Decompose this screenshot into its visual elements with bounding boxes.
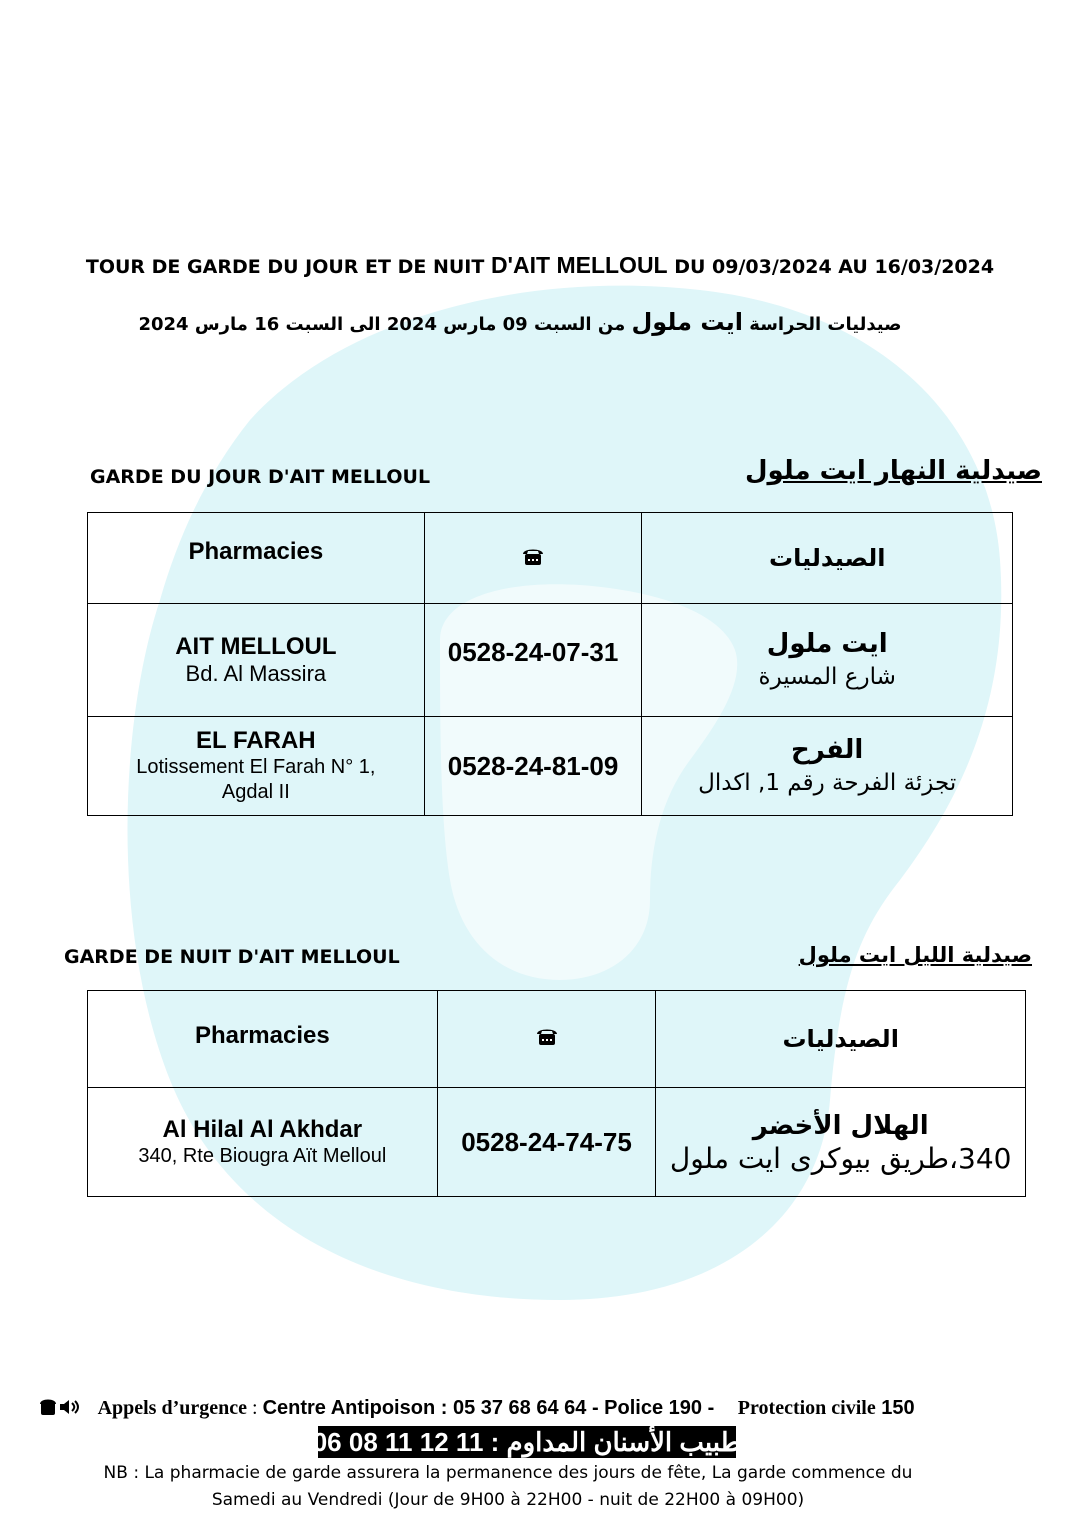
- col-header-phone: [424, 513, 642, 604]
- nb-note-line2: Samedi au Vendredi (Jour de 9H00 à 22H00 - nuit de 22H00 à 09H00): [211, 1490, 805, 1510]
- table-row: [88, 1088, 1026, 1197]
- table-header-row: [88, 513, 1013, 604]
- phone-speaker-icon: [40, 1398, 82, 1416]
- header-fr-part1: TOUR DE GARDE DU JOUR ET DE NUIT: [85, 256, 491, 278]
- pharmacy-phone: 0528-24-74-75: [461, 1126, 632, 1157]
- header-title-fr: [0, 252, 1080, 279]
- night-section-title-ar: صيدلية الليل ايت ملول: [798, 943, 1032, 967]
- pharmacy-name-fr: Al Hilal Al Akhdar: [162, 1115, 363, 1143]
- pharmacy-address-ar: 340،طريق بيوكرى ايت ملول: [669, 1142, 1012, 1175]
- table-row: [88, 717, 1013, 816]
- pharmacy-name-fr: AIT MELLOUL: [175, 633, 337, 660]
- day-section-title-fr: GARDE DU JOUR D'AIT MELLOUL: [90, 466, 431, 488]
- pharmacy-address-fr: 340, Rte Biougra Aït Melloul: [138, 1144, 387, 1167]
- pharmacy-name-ar: الهلال الأخضر: [752, 1111, 929, 1141]
- antipoison-info: Centre Antipoison : 05 37 68 64 64 - Police 190 -: [262, 1397, 715, 1419]
- pharmacy-ar-cell: [656, 1088, 1026, 1197]
- pharmacy-address-ar: تجزئة الفرحة رقم 1, اكدال: [698, 770, 957, 796]
- day-section-title-ar: صيدلية النهار ايت ملول: [744, 456, 1042, 486]
- nb-note-line1: NB : La pharmacie de garde assurera la permanence des jours de fête, La garde commence du: [103, 1463, 913, 1483]
- col-header-pharmacies: Pharmacies: [88, 513, 425, 604]
- header-title-ar: [0, 308, 1040, 336]
- pharmacy-address-ar: شارع المسيرة: [758, 664, 896, 690]
- pharmacy-phone: 0528-24-07-31: [447, 637, 619, 667]
- emergency-calls-line: Appels d’urgence : Centre Antipoison : 05 37 68 64 64 - Police 190 - Protection civile 150: [40, 1397, 1040, 1420]
- header-ar-city: ايت ملول: [631, 308, 744, 336]
- telephone-icon: [535, 1025, 559, 1047]
- table-header-row: [88, 991, 1026, 1088]
- pharmacy-phone-cell: [424, 604, 642, 717]
- night-pharmacies-table: [87, 990, 1026, 1197]
- protection-civile-label: Protection civile: [737, 1397, 876, 1419]
- pharmacy-name-ar: الفرح: [791, 735, 864, 765]
- header-fr-part2: DU 09/03/2024 AU 16/03/2024: [667, 256, 995, 278]
- pharmacy-address-fr: Lotissement El Farah N° 1, Agdal II: [136, 756, 376, 803]
- pharmacy-phone-cell: [437, 1088, 656, 1197]
- pharmacy-fr-cell: [88, 717, 425, 816]
- col-header-phone: [437, 991, 656, 1088]
- header-ar-part1: صيدليات الحراسة: [743, 314, 902, 335]
- header-ar-part2: من السبت 09 مارس 2024 الى السبت 16 مارس 2024: [138, 314, 632, 335]
- night-section-title-fr: GARDE DE NUIT D'AIT MELLOUL: [64, 946, 400, 968]
- nb-note: [0, 1460, 1016, 1514]
- pharmacy-address-fr: Bd. Al Massira: [185, 661, 327, 686]
- pharmacy-name-fr: EL FARAH: [196, 727, 316, 754]
- table-row: [88, 604, 1013, 717]
- pharmacy-phone-cell: [424, 717, 642, 816]
- pharmacy-ar-cell: [642, 604, 1013, 717]
- emergency-calls-label: Appels d’urgence: [97, 1397, 248, 1419]
- header-fr-city: D'AIT MELLOUL: [490, 252, 668, 278]
- telephone-icon: [521, 545, 545, 567]
- dentist-on-call-banner: طبيب الأسنان المداوم : 11 12 11 08 06: [312, 1426, 742, 1457]
- day-pharmacies-table: [87, 512, 1013, 816]
- pharmacy-phone: 0528-24-81-09: [447, 750, 619, 781]
- pharmacy-name-ar: ايت ملول: [766, 629, 888, 659]
- pharmacy-fr-cell: [88, 604, 425, 717]
- col-header-ar: الصيدليات: [642, 513, 1013, 604]
- pharmacy-fr-cell: [88, 1088, 438, 1197]
- pharmacy-ar-cell: [642, 717, 1013, 816]
- col-header-pharmacies: Pharmacies: [88, 991, 438, 1088]
- protection-civile-number: 150: [881, 1397, 915, 1419]
- col-header-ar: الصيدليات: [656, 991, 1026, 1088]
